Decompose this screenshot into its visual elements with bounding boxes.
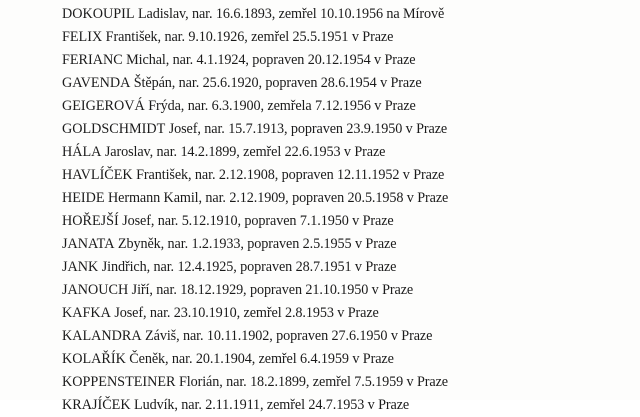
list-item bbox=[62, 72, 448, 95]
entry-surname: GAVENDA bbox=[62, 75, 131, 91]
entry-surname: HÁLA bbox=[62, 144, 102, 160]
entry-details: Jindřich, nar. 12.4.1925, popraven 28.7.1951 v Praze bbox=[98, 259, 397, 275]
entry-surname: KOLAŘÍK bbox=[62, 351, 126, 367]
victim-list bbox=[62, 3, 448, 417]
entry-details: Josef, nar. 5.12.1910, popraven 7.1.1950 v Praze bbox=[118, 213, 394, 229]
entry-details: Ladislav, nar. 16.6.1893, zemřel 10.10.1956 na Mírově bbox=[134, 6, 445, 22]
entry-details: Frýda, nar. 6.3.1900, zemřela 7.12.1956 v Praze bbox=[144, 98, 416, 114]
entry-surname: HAVLÍČEK bbox=[62, 167, 133, 183]
entry-surname: JANATA bbox=[62, 236, 115, 252]
list-item bbox=[62, 256, 448, 279]
list-item bbox=[62, 187, 448, 210]
entry-details: Štěpán, nar. 25.6.1920, popraven 28.6.1954 v Praze bbox=[130, 75, 422, 91]
entry-details: František, nar. 2.12.1908, popraven 12.11.1952 v Praze bbox=[132, 167, 445, 183]
entry-details: Josef, nar. 23.10.1910, zemřel 2.8.1953 v Praze bbox=[110, 305, 379, 321]
entry-surname: GOLDSCHMIDT bbox=[62, 121, 166, 137]
list-item bbox=[62, 49, 448, 72]
entry-surname: HEIDE bbox=[62, 190, 105, 206]
list-item bbox=[62, 394, 448, 417]
entry-surname: KOPPENSTEINER bbox=[62, 374, 176, 390]
list-item bbox=[62, 95, 448, 118]
entry-details: Jaroslav, nar. 14.2.1899, zemřel 22.6.1953 v Praze bbox=[101, 144, 386, 160]
entry-details: Josef, nar. 15.7.1913, popraven 23.9.1950 v Praze bbox=[165, 121, 448, 137]
entry-details: Jiří, nar. 18.12.1929, popraven 21.10.1950 v Praze bbox=[128, 282, 414, 298]
entry-details: Čeněk, nar. 20.1.1904, zemřel 6.4.1959 v Praze bbox=[125, 351, 394, 367]
entry-surname: JANOUCH bbox=[62, 282, 129, 298]
entry-details: Florián, nar. 18.2.1899, zemřel 7.5.1959 v Praze bbox=[175, 374, 448, 390]
entry-details: Záviš, nar. 10.11.1902, popraven 27.6.1950 v Praze bbox=[141, 328, 433, 344]
entry-surname: KRAJÍČEK bbox=[62, 397, 131, 413]
list-item bbox=[62, 164, 448, 187]
entry-surname: KAFKA bbox=[62, 305, 111, 321]
entry-details: Michal, nar. 4.1.1924, popraven 20.12.1954 v Praze bbox=[122, 52, 416, 68]
list-item bbox=[62, 325, 448, 348]
entry-surname: KALANDRA bbox=[62, 328, 142, 344]
list-item bbox=[62, 302, 448, 325]
entry-details: Zbyněk, nar. 1.2.1933, popraven 2.5.1955 v Praze bbox=[114, 236, 397, 252]
entry-surname: DOKOUPIL bbox=[62, 6, 135, 22]
list-item bbox=[62, 210, 448, 233]
list-item bbox=[62, 141, 448, 164]
entry-details: Ludvík, nar. 2.11.1911, zemřel 24.7.1953 v Praze bbox=[130, 397, 410, 413]
entry-surname: GEIGEROVÁ bbox=[62, 98, 145, 114]
list-item bbox=[62, 118, 448, 141]
entry-surname: HOŘEJŠÍ bbox=[62, 213, 119, 229]
list-item bbox=[62, 279, 448, 302]
entry-details: Hermann Kamil, nar. 2.12.1909, popraven 20.5.1958 v Praze bbox=[104, 190, 449, 206]
list-item bbox=[62, 233, 448, 256]
entry-surname: FERIANC bbox=[62, 52, 123, 68]
entry-surname: JANK bbox=[62, 259, 99, 275]
entry-details: František, nar. 9.10.1926, zemřel 25.5.1951 v Praze bbox=[102, 29, 394, 45]
list-item bbox=[62, 3, 448, 26]
entry-surname: FELIX bbox=[62, 29, 103, 45]
list-item bbox=[62, 371, 448, 394]
list-item bbox=[62, 348, 448, 371]
list-item bbox=[62, 26, 448, 49]
